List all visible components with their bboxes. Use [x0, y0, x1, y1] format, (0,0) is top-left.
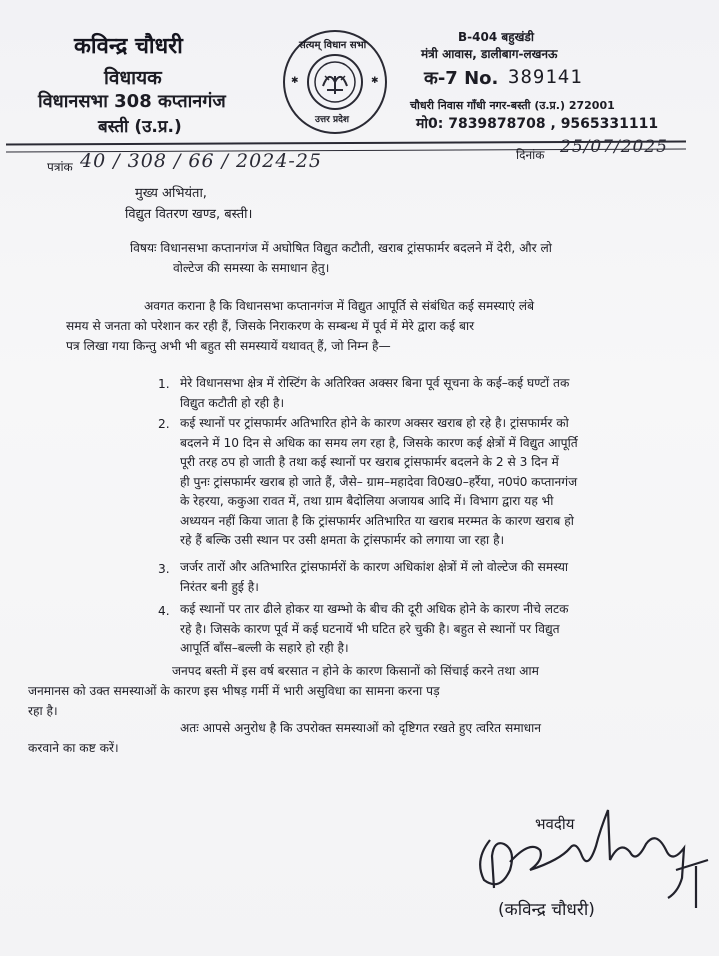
- recipient-line1: मुख्य अभियंता,: [135, 186, 207, 201]
- item-number: 4.: [158, 604, 170, 618]
- item-line: कई स्थानों पर ट्रांसफार्मर अतिभारित होने के कारण अक्सर खराब हो रहे है। ट्रांसफार्मर को: [180, 416, 569, 430]
- subject-line: वोल्टेज की समस्या के समाधान हेतु।: [173, 261, 330, 275]
- signatory-name: (कविन्द्र चौधरी): [498, 900, 595, 920]
- letterhead-constituency: विधानसभा 308 कप्तानगंज: [38, 91, 226, 112]
- closing-salutation: भवदीय: [535, 815, 575, 833]
- subject: [130, 238, 552, 278]
- date-label: दिनांक: [516, 148, 545, 162]
- list-item: [180, 414, 578, 551]
- handwritten-signature: [470, 800, 710, 910]
- list-item: [180, 558, 568, 597]
- subject-line: विषयः विधानसभा कप्तानगंज में अघोषित विद्युत कटौती, खराब ट्रांसफार्मर बदलने में देरी, और लो: [130, 241, 552, 255]
- para-line: करवाने का कष्ट करें।: [28, 741, 119, 755]
- intro-line: पत्र लिखा गया किन्तु अभी भी बहुत सी समस्यायें यथावत् हैं, जो निम्न है—: [66, 339, 391, 353]
- paragraph-request: [28, 718, 542, 758]
- assembly-seal: [283, 30, 387, 134]
- intro-line: अवगत कराना है कि विधानसभा कप्तानगंज में विद्युत आपूर्ति से संबंधित कई समस्याएं लंबे: [144, 299, 535, 313]
- item-number: 1.: [158, 377, 170, 391]
- item-line: जर्जर तारों और अतिभारित ट्रांसफार्मरों के कारण अधिकांश क्षेत्रों में लो वोल्टेज की समस्या: [180, 560, 569, 574]
- address-line2: मंत्री आवास, डालीबाग-लखनऊ: [421, 47, 558, 61]
- item-line: निरंतर बनी हुई है।: [180, 579, 259, 594]
- para-line: जनमानस को उक्त समस्याओं के कारण इस भीषड़ गर्मी में भारी असुविधा का सामना करना पड़: [28, 684, 440, 698]
- serial-label: क-7 No.: [424, 68, 499, 89]
- seal-star-icon: ✱: [371, 76, 379, 86]
- para-line: रहा है।: [28, 704, 58, 718]
- paragraph-rainfall: [28, 661, 539, 721]
- item-number: 2.: [158, 417, 170, 431]
- seal-bottom-text: उत्तर प्रदेश: [315, 115, 349, 125]
- para-line: जनपद बस्ती में इस वर्ष बरसात न होने के कारण किसानों को सिंचाई करने तथा आम: [172, 664, 539, 678]
- recipient-line2: विद्युत वितरण खण्ड, बस्ती।: [125, 207, 253, 222]
- list-item: [180, 600, 569, 659]
- item-line: अध्ययन नहीं किया जाता है कि ट्रांसफार्मर अतिभारित या खराब मरम्मत के कारण खराब हो: [180, 513, 574, 528]
- seal-emblem-icon: [307, 54, 363, 110]
- address-line3: चौधरी निवास गाँधी नगर-बस्ती (उ.प्र.) 272001: [410, 99, 615, 112]
- intro-line: समय से जनता को परेशान कर रही हैं, जिसके निराकरण के सम्बन्ध में पूर्व में मेरे द्वारा कई बार: [66, 319, 475, 333]
- intro-paragraph: [66, 296, 535, 356]
- item-line: कई स्थानों पर तार ढीले होकर या खम्भो के बीच की दूरी अधिक होने के कारण नीचे लटक: [180, 602, 569, 616]
- item-line: मेरे विधानसभा क्षेत्र में रोस्टिंग के अतिरिक्त अक्सर बिना पूर्व सूचना के कई–कई घण्टों तक: [180, 376, 570, 390]
- letterhead-name: कविन्द्र चौधरी: [74, 34, 183, 59]
- mobile-numbers: मो0: 7839878708 , 9565331111: [416, 116, 659, 132]
- date-value: 25/07/2025: [560, 137, 668, 157]
- item-line: रहे हैं बल्कि उसी स्थान पर उसी क्षमता के ट्रांसफार्मर को लगाया जा रहा है।: [180, 533, 505, 547]
- serial-number: 389141: [508, 66, 583, 88]
- item-line: पूरी तरह ठप हो जाती है तथा कई स्थानों पर खराब ट्रांसफार्मर बदलने के 2 से 3 दिन में: [180, 455, 559, 469]
- letterhead-district: बस्ती (उ.प्र.): [98, 117, 182, 137]
- item-line: बदलने में 10 दिन से अधिक का समय लग रहा है, जिसके कारण कई क्षेत्रों में विद्युत आपूर्ति: [180, 435, 578, 450]
- seal-top-text: सत्यम् विधान सभा: [299, 40, 367, 51]
- seal-star-icon: ✱: [291, 76, 299, 86]
- ref-label: पत्रांक: [47, 160, 73, 174]
- para-line: अतः आपसे अनुरोध है कि उपरोक्त समस्याओं को दृष्टिगत रखते हुए त्वरित समाधान: [180, 721, 542, 735]
- list-item: [180, 374, 569, 413]
- item-line: आपूर्ति बाँस–बल्ली के सहारे हो रही है।: [180, 641, 349, 655]
- address-line1: B-404 बहुखंडी: [458, 30, 534, 44]
- item-line: विद्युत कटौती हो रही है।: [180, 395, 285, 410]
- item-line: रहे है। जिसके कारण पूर्व में कई घटनायें भी घटित हरे चुकी है। बहुत से स्थानों पर विद्युत: [180, 621, 560, 636]
- item-number: 3.: [158, 562, 170, 576]
- item-line: के रेहरया, ककुआ रावत में, तथा ग्राम बैदोलिया अजायब आदि में। विभाग द्वारा यह भी: [180, 494, 554, 508]
- letterhead-role: विधायक: [104, 67, 162, 89]
- item-line: ही पुनः ट्रांसफार्मर खराब हो जाते हैं, जैसे– ग्राम–महादेवा वि0ख0–हर्रैया, न0पं0 कप्तानगंज: [180, 474, 578, 489]
- ref-number: 40 / 308 / 66 / 2024-25: [80, 150, 323, 172]
